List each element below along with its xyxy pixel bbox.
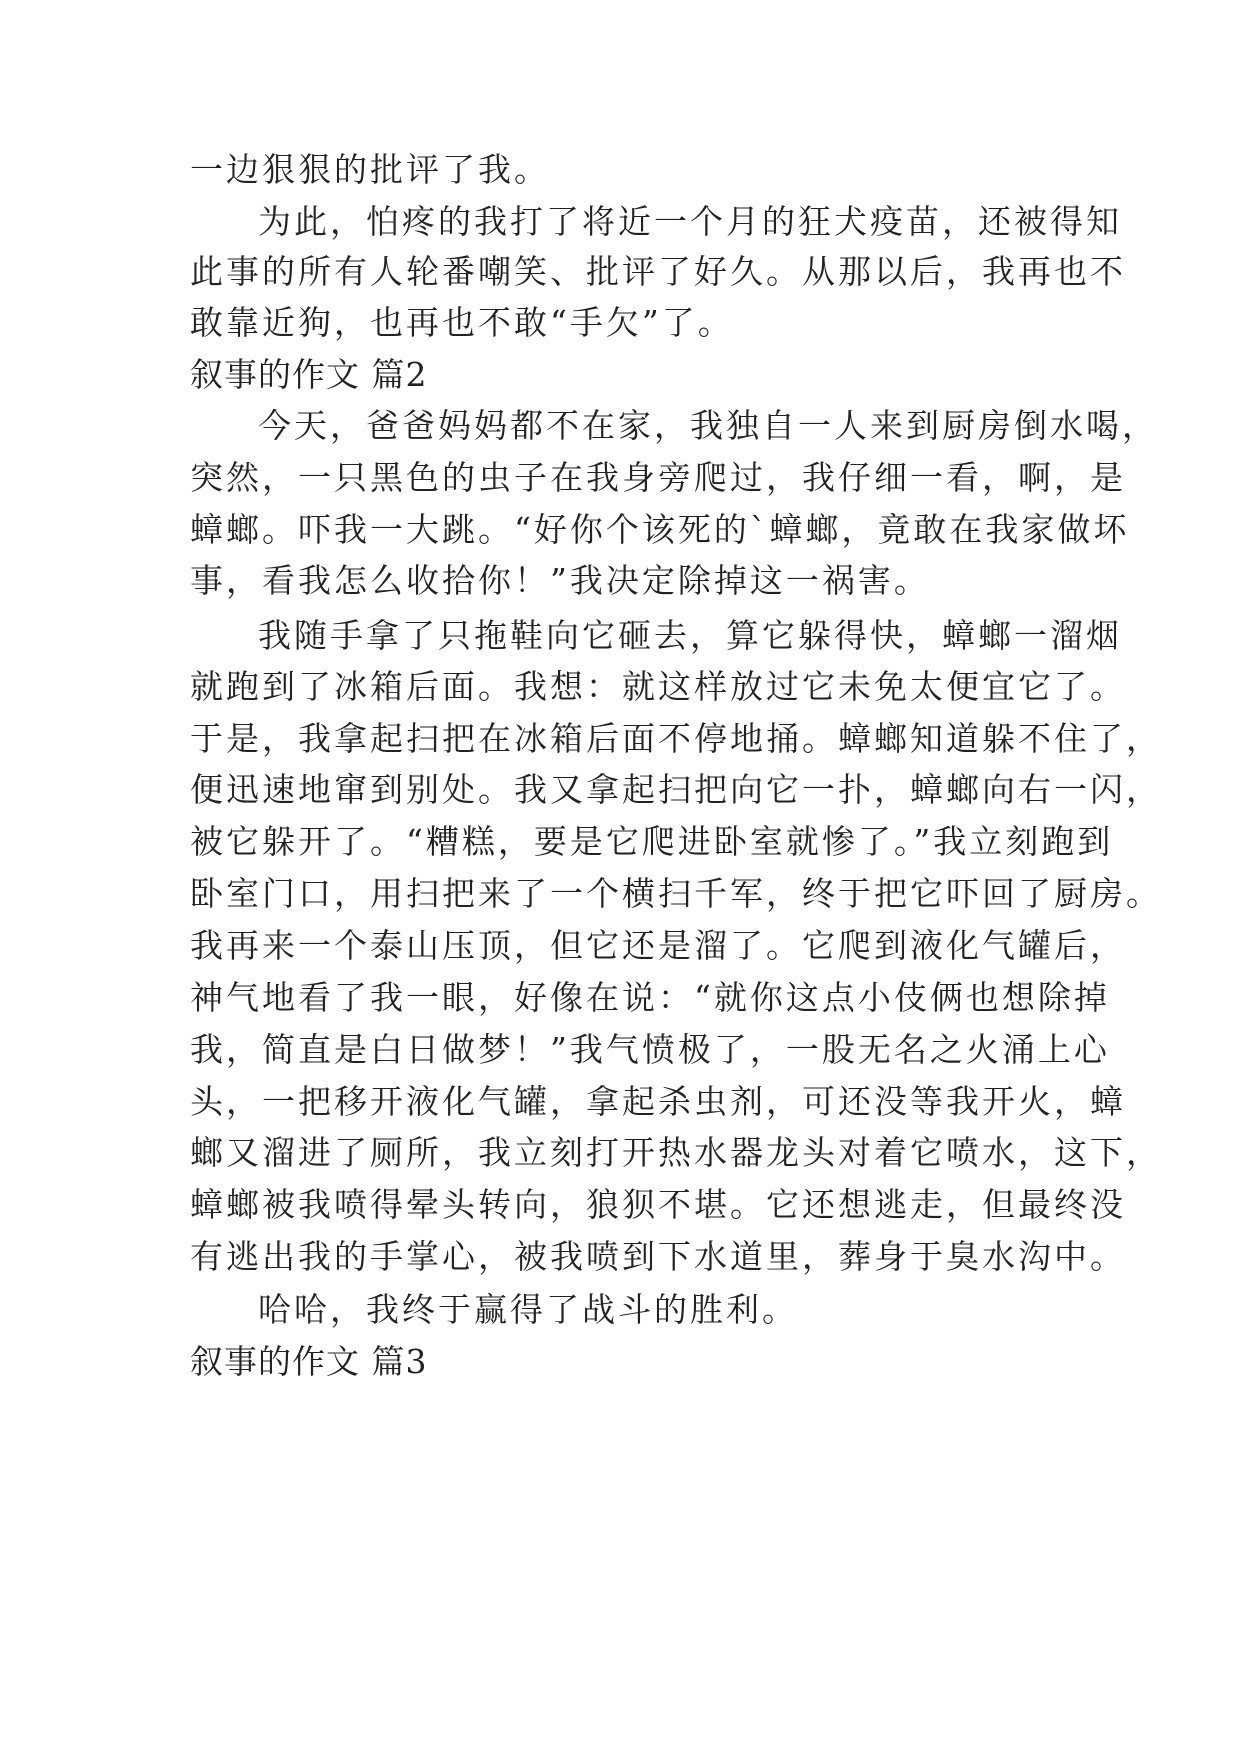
text-line: 今天，爸爸妈妈都不在家，我独自一人来到厨房倒水喝， (258, 406, 1158, 445)
text-line: 我随手拿了只拖鞋向它砸去，算它躲得快，蟑螂一溜烟 (258, 616, 1122, 655)
text-line: 敢靠近狗，也再也不敢“手欠”了。 (190, 303, 734, 342)
text-line: 我，简直是白日做梦！”我气愤极了，一股无名之火涌上心 (190, 1030, 1110, 1069)
text-line: 有逃出我的手掌心，被我喷到下水道里，葬身于臭水沟中。 (190, 1237, 1126, 1276)
text-line: 神气地看了我一眼，好像在说：“就你这点小伎俩也想除掉 (190, 978, 1110, 1017)
text-line: 蟑螂。吓我一大跳。“好你个该死的`蟑螂，竟敢在我家做坏 (190, 510, 1130, 549)
text-line: 卧室门口，用扫把来了一个横扫千军，终于把它吓回了厨房。 (190, 874, 1162, 913)
text-line: 事，看我怎么收拾你！”我决定除掉这一祸害。 (190, 561, 930, 600)
section-heading: 叙事的作文 篇3 (190, 1342, 428, 1381)
section-heading: 叙事的作文 篇2 (190, 355, 428, 394)
text-line: 突然，一只黑色的虫子在我身旁爬过，我仔细一看，啊，是 (190, 458, 1126, 497)
text-line: 被它躲开了。“糟糕，要是它爬进卧室就惨了。”我立刻跑到 (190, 822, 1114, 861)
text-line: 为此，怕疼的我打了将近一个月的狂犬疫苗，还被得知 (258, 202, 1122, 241)
text-line: 此事的所有人轮番嘲笑、批评了好久。从那以后，我再也不 (190, 252, 1126, 291)
text-line: 就跑到了冰箱后面。我想：就这样放过它未免太便宜它了。 (190, 667, 1126, 706)
text-line: 一边狠狠的批评了我。 (190, 150, 550, 189)
text-line: 头，一把移开液化气罐，拿起杀虫剂，可还没等我开火，蟑 (190, 1082, 1126, 1121)
text-line: 于是，我拿起扫把在冰箱后面不停地捅。蟑螂知道躲不住了， (190, 719, 1162, 758)
text-line: 哈哈，我终于赢得了战斗的胜利。 (258, 1290, 798, 1329)
text-line: 便迅速地窜到别处。我又拿起扫把向它一扑，蟑螂向右一闪， (190, 770, 1162, 809)
text-line: 蟑螂被我喷得晕头转向，狼狈不堪。它还想逃走，但最终没 (190, 1185, 1126, 1224)
text-line: 我再来一个泰山压顶，但它还是溜了。它爬到液化气罐后， (190, 926, 1126, 965)
text-line: 螂又溜进了厕所，我立刻打开热水器龙头对着它喷水，这下， (190, 1133, 1162, 1172)
